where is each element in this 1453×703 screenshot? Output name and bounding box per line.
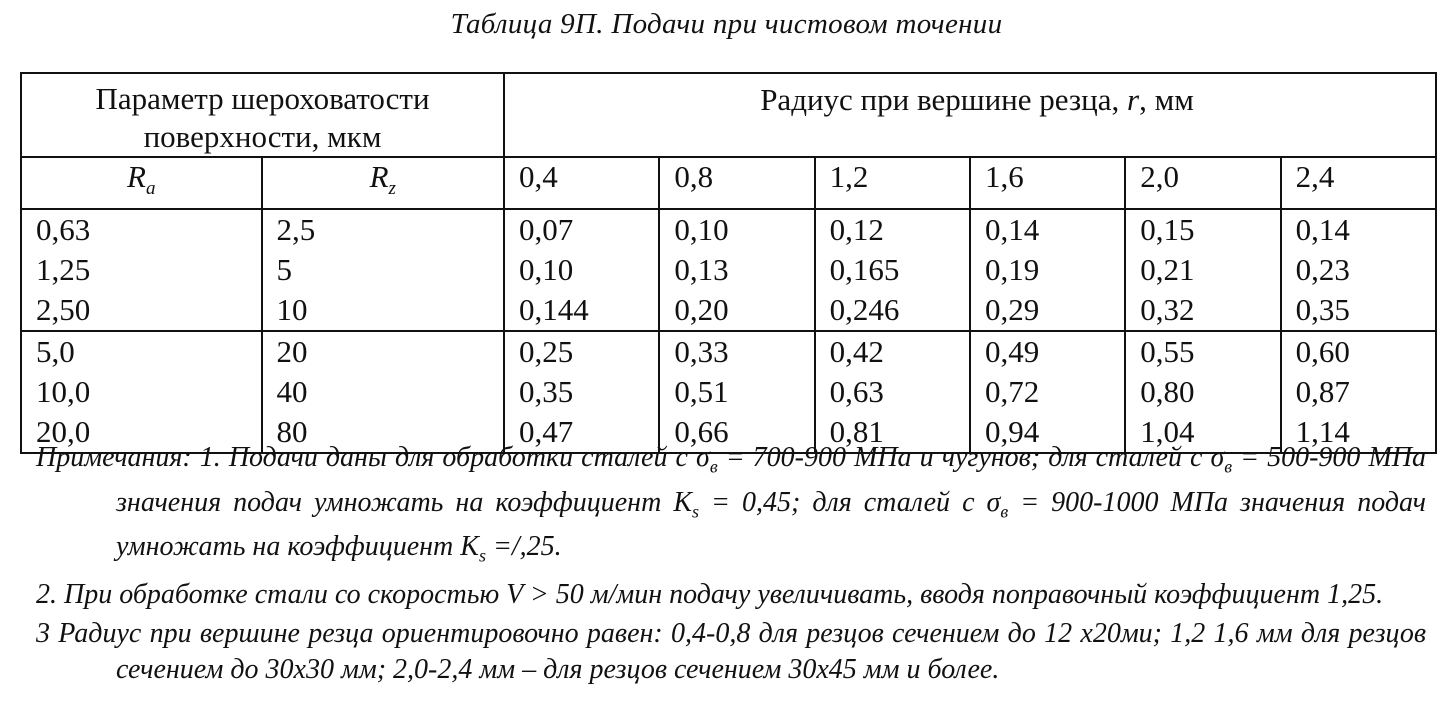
radius-header: Радиус при вершине резца, r, мм — [504, 73, 1436, 157]
table-body — [21, 209, 1436, 453]
feed-cell: 0,14 — [970, 209, 1125, 250]
ra-cell: 10,0 — [21, 372, 262, 412]
feed-cell: 0,21 — [1125, 250, 1280, 290]
feed-cell: 0,87 — [1281, 372, 1436, 412]
feed-cell: 0,10 — [504, 250, 659, 290]
roughness-header — [21, 73, 504, 157]
ra-cell: 5,0 — [21, 331, 262, 372]
note-2: 2. При обработке стали со скоростью V > 50 м/мин подачу увеличивать, вводя поправочный коэффициент 1,25. — [36, 578, 1384, 610]
table-row — [21, 209, 1436, 250]
roughness-header-line2: поверхности, мкм — [143, 119, 382, 154]
rz-cell: 2,5 — [262, 209, 505, 250]
feed-cell: 0,51 — [659, 372, 814, 412]
rz-header: $R_z$ — [262, 157, 505, 209]
header-row — [21, 73, 1436, 157]
subheader-row — [21, 157, 1436, 209]
feed-cell: 0,81 — [815, 412, 970, 453]
feed-cell: 0,80 — [1125, 372, 1280, 412]
feed-cell: 0,15 — [1125, 209, 1280, 250]
rz-cell: 5 — [262, 250, 505, 290]
feed-cell: 0,63 — [815, 372, 970, 412]
ra-cell: 0,63 — [21, 209, 262, 250]
feed-cell: 0,165 — [815, 250, 970, 290]
feed-cell: 0,55 — [1125, 331, 1280, 372]
feed-cell: 0,07 — [504, 209, 659, 250]
feed-cell: 0,29 — [970, 290, 1125, 331]
radius-col-header: 0,4 — [504, 157, 659, 209]
feed-cell: 0,66 — [659, 412, 814, 453]
radius-col-header: 2,4 — [1281, 157, 1436, 209]
feed-cell: 0,13 — [659, 250, 814, 290]
roughness-header-line1: Параметр шероховатости — [95, 81, 430, 116]
table-caption: Таблица 9П. Подачи при чистовом точении — [450, 8, 1003, 40]
radius-col-header: 1,2 — [815, 157, 970, 209]
feed-cell: 0,35 — [1281, 290, 1436, 331]
feed-cell: 0,19 — [970, 250, 1125, 290]
feed-cell: 0,144 — [504, 290, 659, 331]
feed-cell: 0,35 — [504, 372, 659, 412]
feed-cell: 0,20 — [659, 290, 814, 331]
ra-header: $R_a$ — [21, 157, 262, 209]
rz-cell: 40 — [262, 372, 505, 412]
feed-cell: 0,60 — [1281, 331, 1436, 372]
feed-cell: 0,12 — [815, 209, 970, 250]
ra-cell: 2,50 — [21, 290, 262, 331]
rz-cell: 10 — [262, 290, 505, 331]
feed-cell: 0,14 — [1281, 209, 1436, 250]
feed-cell: 0,32 — [1125, 290, 1280, 331]
note-1: Примечания: 1. Подачи даны для обработки сталей с $\sigma_в = 700-900$ МПа и чугунов; для сталей с $\sigma_в = 500-900$ МПа значения подач умножать на коэффициент $K_s = 0,45$; для сталей с $\sigma_в = 900-1000$ МПа значения подач умножать на коэффициент $K_s =/,25$. — [36, 442, 1427, 566]
feed-cell: 0,94 — [970, 412, 1125, 453]
feed-cell: 0,25 — [504, 331, 659, 372]
feed-cell: 0,33 — [659, 331, 814, 372]
radius-col-header: 2,0 — [1125, 157, 1280, 209]
feed-cell: 0,49 — [970, 331, 1125, 372]
table-row — [21, 250, 1436, 290]
rz-cell: 20 — [262, 331, 505, 372]
note-3: 3 Радиус при вершине резца ориентировочно равен: 0,4-0,8 для резцов сечением до 12 х20ми; 1,2 1,6 мм для резцов сечением до 30х30 мм; 2,0-2,4 мм – для резцов сечением 30х45 мм и более. — [36, 617, 1426, 685]
rz-cell: 80 — [262, 412, 505, 453]
ra-cell: 20,0 — [21, 412, 262, 453]
radius-col-header: 0,8 — [659, 157, 814, 209]
notes — [36, 440, 1426, 691]
feed-cell: 0,246 — [815, 290, 970, 331]
ra-cell: 1,25 — [21, 250, 262, 290]
feed-cell: 0,47 — [504, 412, 659, 453]
feed-cell: 1,14 — [1281, 412, 1436, 453]
table-row — [21, 372, 1436, 412]
table-row — [21, 290, 1436, 331]
feeds-table — [20, 72, 1437, 454]
table-row — [21, 331, 1436, 372]
feed-cell: 0,72 — [970, 372, 1125, 412]
radius-col-header: 1,6 — [970, 157, 1125, 209]
feed-cell: 0,42 — [815, 331, 970, 372]
feed-cell: 1,04 — [1125, 412, 1280, 453]
feed-cell: 0,23 — [1281, 250, 1436, 290]
feed-cell: 0,10 — [659, 209, 814, 250]
